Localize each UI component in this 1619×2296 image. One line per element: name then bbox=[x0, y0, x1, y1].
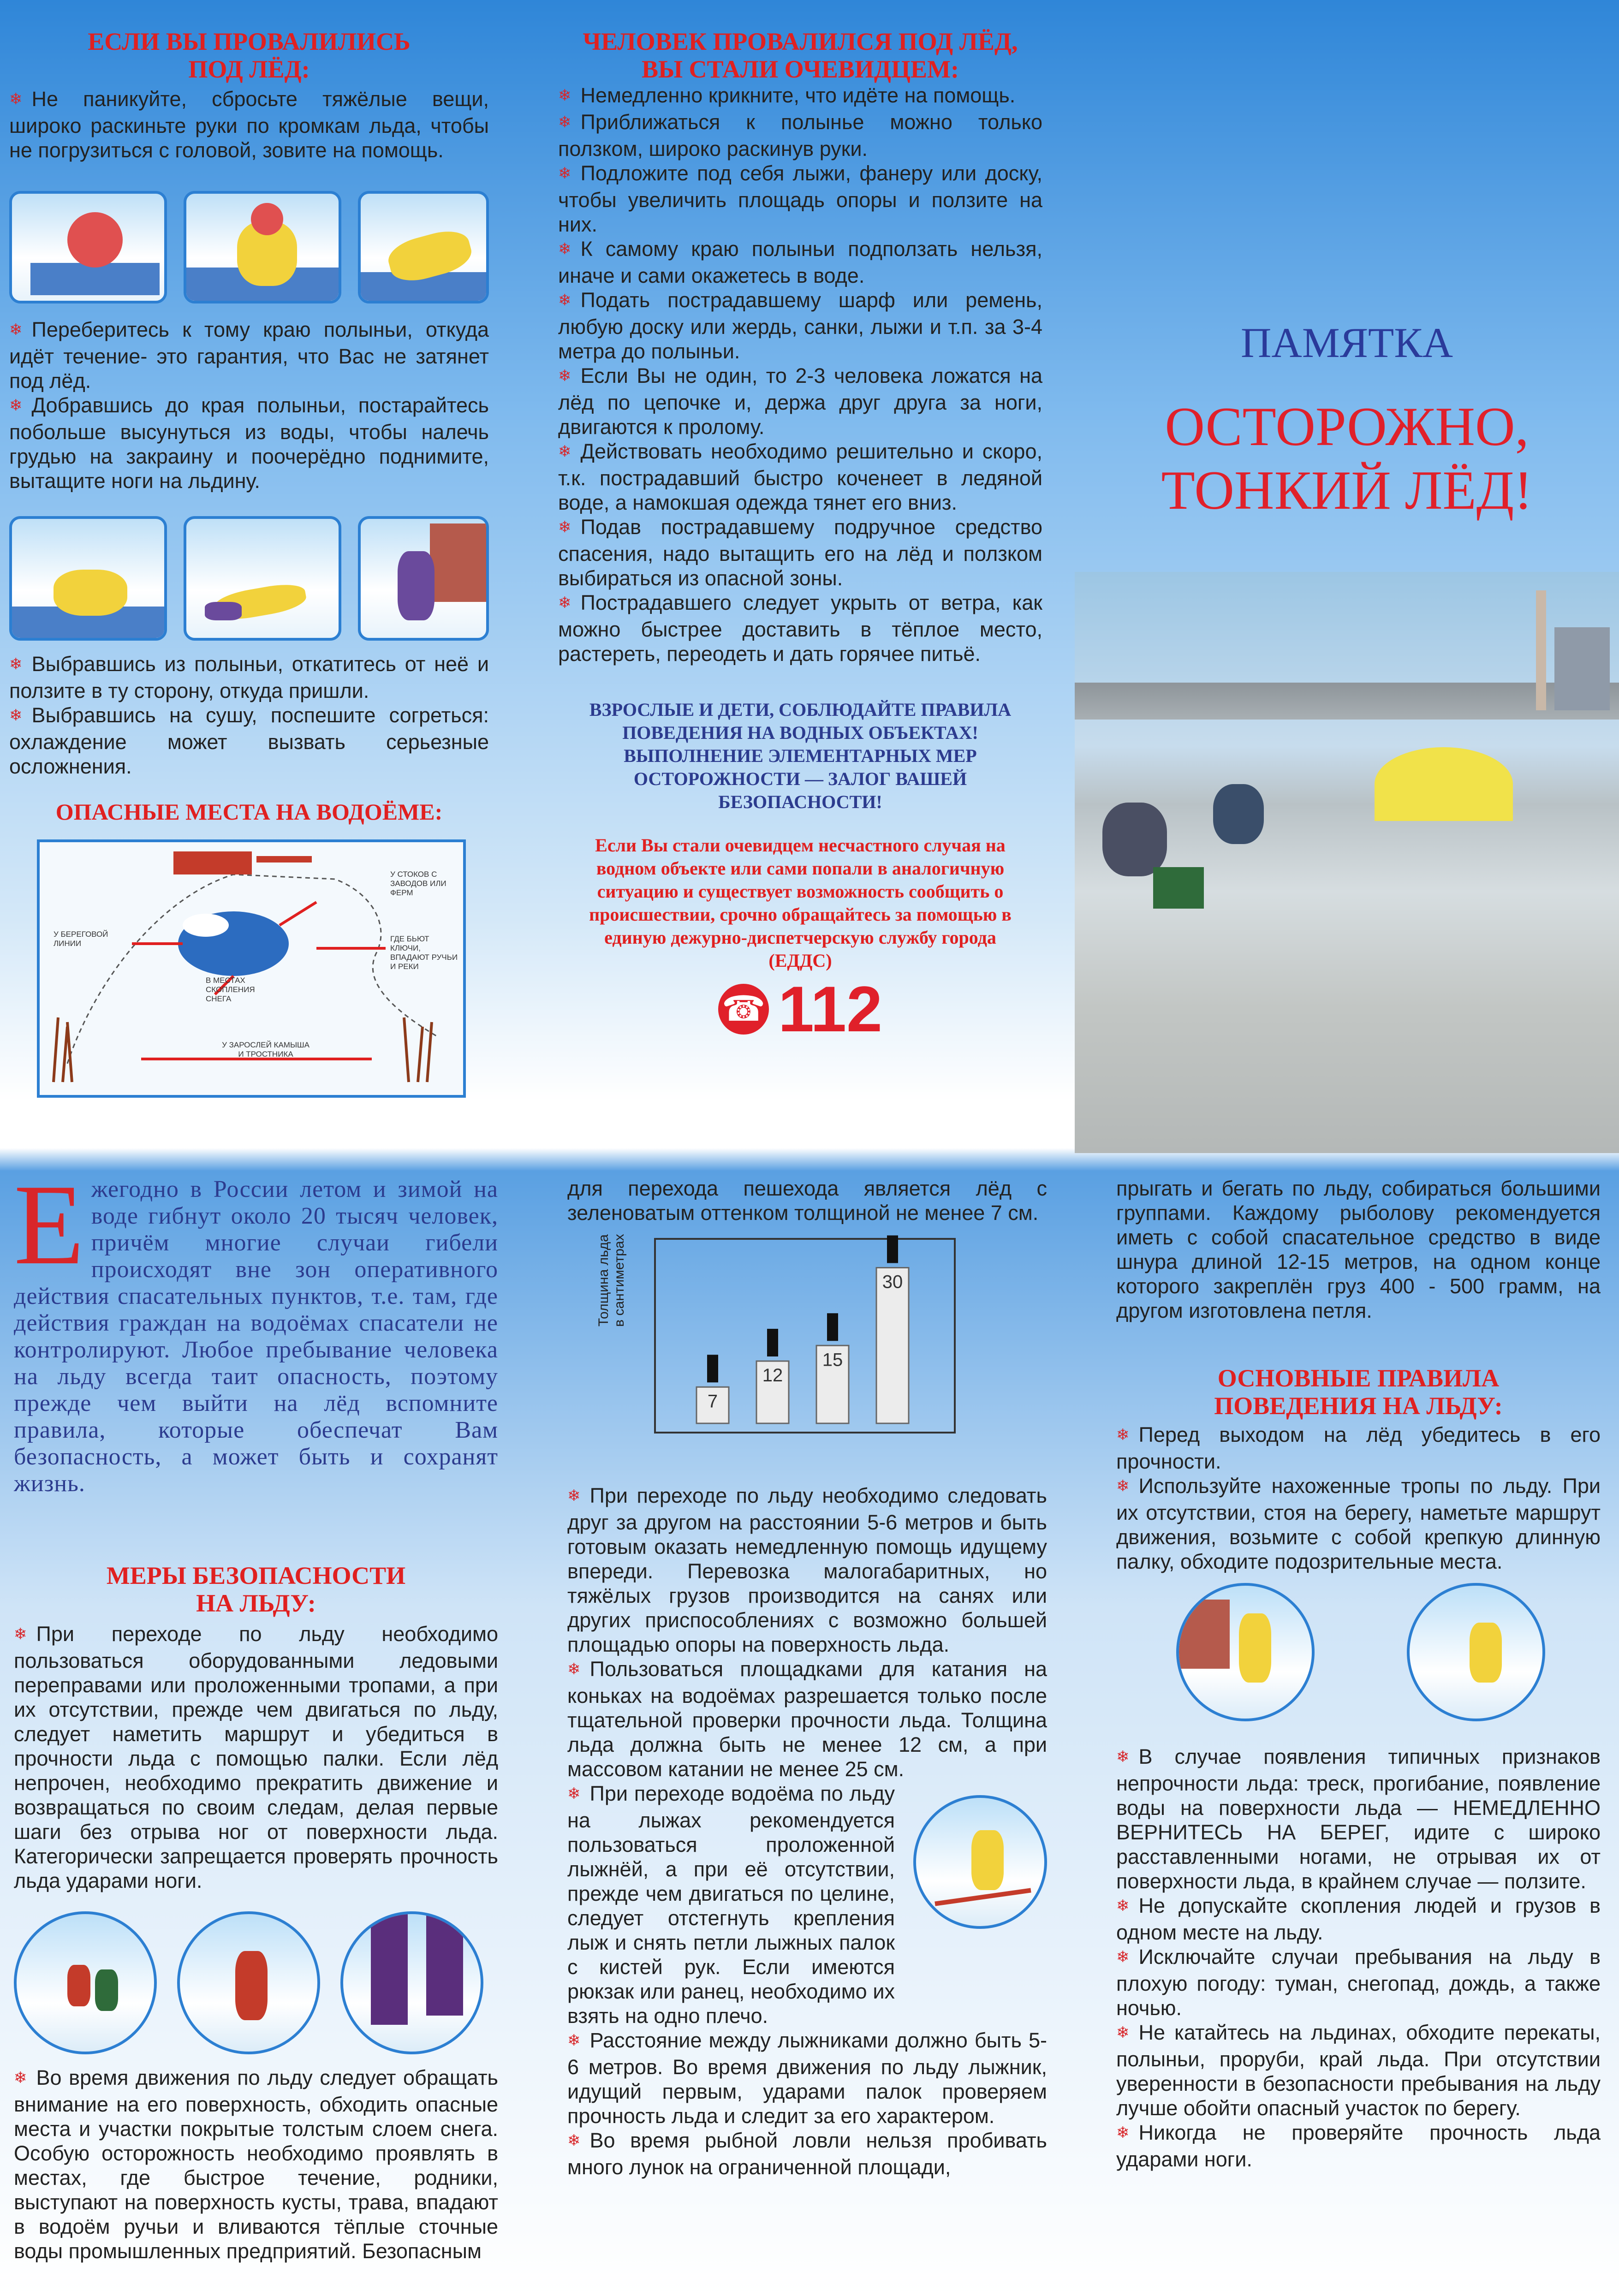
map-label-snow: В МЕСТАХ СКОПЛЕНИЯ СНЕГА bbox=[206, 976, 255, 1003]
chart-ylabel: Толщина льда в сантиметрах bbox=[596, 1234, 627, 1327]
illustration-plan-route bbox=[1407, 1583, 1545, 1721]
illustration-spread-arms bbox=[184, 191, 341, 303]
panel-intro-and-safety bbox=[14, 1161, 498, 2263]
cover-title-small: ПАМЯТКА bbox=[1240, 319, 1453, 366]
rules-heading: ОСНОВНЫЕ ПРАВИЛА ПОВЕДЕНИЯ НА ЛЬДУ: bbox=[1214, 1364, 1503, 1420]
illustration-row-4 bbox=[1176, 1583, 1601, 1721]
panel-rules bbox=[1116, 1176, 1601, 2171]
witness-item-6: ❄ Если Вы не один, то 2-3 человека ложатся на лёд по цепочке и, держа друг друга за ноги, двигаются к пролому. bbox=[558, 363, 1042, 439]
emergency-phone bbox=[558, 973, 1042, 1045]
panel-witness bbox=[558, 28, 1042, 1045]
map-label-reeds: У ЗАРОСЛЕЙ КАМЫША И ТРОСТНИКА bbox=[222, 1041, 310, 1059]
appeal-red: Если Вы стали очевидцем несчастного случая на водном объекте или сами попали в аналогичную ситуацию и существует возможность сообщить о происшествии, срочно обращайтесь за помощью в единую дежурно-диспетчерскую службу города (ЕДДС) bbox=[589, 835, 1012, 971]
thickness-tip-2: ❄ Пользоваться площадками для катания на коньках на водоёмах разрешается только после тщательной проверки прочности льда. Толщина льда должна быть не менее 12 см, а при массовом катании не менее 25 см. bbox=[567, 1657, 1047, 1781]
illustration-panic bbox=[9, 191, 167, 303]
fell-through-heading: ЕСЛИ ВЫ ПРОВАЛИЛИСЬ ПОД ЛЁД: bbox=[88, 28, 411, 83]
fell-tip-2: ❄ Переберитесь к тому краю полыньи, откуда идёт течение- это гарантия, что Вас не затянет под лёд. bbox=[9, 317, 489, 393]
cover-title-big: ОСТОРОЖНО, ТОНКИЙ ЛЁД! bbox=[1161, 396, 1533, 521]
witness-heading: ЧЕЛОВЕК ПРОВАЛИЛСЯ ПОД ЛЁД, ВЫ СТАЛИ ОЧЕВИДЦЕМ: bbox=[583, 28, 1018, 83]
rule-b-5: ❄ Никогда не проверяйте прочность льда ударами ноги. bbox=[1116, 2120, 1601, 2171]
illustration-no-kicking bbox=[340, 1911, 483, 2054]
bar-icon-3 bbox=[827, 1313, 838, 1341]
bar-icon-1 bbox=[707, 1355, 718, 1382]
cover-panel bbox=[1075, 0, 1619, 572]
phone-icon: ☎ bbox=[718, 984, 769, 1035]
bar-label-4: 30 bbox=[882, 1272, 903, 1292]
danger-places-map bbox=[37, 839, 466, 1098]
witness-item-8: ❄ Подав пострадавшему подручное средство спасения, надо вытащить его на лёд и ползком выбираться из опасной зоны. bbox=[558, 515, 1042, 590]
fell-tip-5: ❄ Выбравшись на сушу, поспешите согреться: охлаждение может вызвать серьезные осложнения. bbox=[9, 703, 489, 779]
rule-b-3: ❄ Исключайте случаи пребывания на льду в плохую погоду: туман, снегопад, дождь, а также ночью. bbox=[1116, 1945, 1601, 2020]
illustration-test-stick bbox=[177, 1911, 320, 2054]
fell-tip-1: ❄ Не паникуйте, сбросьте тяжёлые вещи, широко раскиньте руки по кромкам льда, чтобы не погрузиться с головой, зовите на помощь. bbox=[9, 87, 489, 162]
illustration-climb-ledge bbox=[9, 516, 167, 641]
chart-svg bbox=[650, 1234, 959, 1437]
cover-photo-ice-fishing bbox=[1075, 572, 1619, 1153]
rule-b-1: ❄ В случае появления типичных признаков непрочности льда: треск, прогибание, появление воды на поверхности льда — НЕМЕДЛЕННО ВЕРНИТЕСЬ НА БЕРЕГ, идите с широко расставленными ногами, не отрывая их от поверхности льда, в крайнем случае — ползите. bbox=[1116, 1744, 1601, 1893]
illustration-stick-shore bbox=[1176, 1583, 1315, 1721]
witness-item-4: ❄ К самому краю полыньи подползать нельзя, иначе и сами окажетесь в воде. bbox=[558, 237, 1042, 288]
fell-tip-4: ❄ Выбравшись из полыньи, откатитесь от неё и ползите в ту сторону, откуда пришли. bbox=[9, 652, 489, 703]
map-label-stocks: У СТОКОВ С ЗАВОДОВ ИЛИ ФЕРМ bbox=[390, 870, 446, 897]
thickness-tip-4: ❄ Расстояние между лыжниками должно быть 5-6 метров. Во время движения по льду лыжник, идущий первым, ударами палок проверяем прочность льда и следит за его характером. bbox=[567, 2028, 1047, 2128]
intro-paragraph bbox=[14, 1161, 498, 1497]
illustration-skier bbox=[913, 1795, 1047, 1929]
rules-intro: прыгать и бегать по льду, собираться большими группами. Каждому рыболову рекомендуется иметь с собой спасательное средство в виде шнура длиной 12-15 метров, на одном конце которого закреплён груз 400 - 500 грамм, на другом изготовлена петля. bbox=[1116, 1177, 1601, 1322]
illustration-row-1 bbox=[9, 191, 489, 303]
bar-icon-4 bbox=[887, 1236, 898, 1263]
witness-item-2: ❄ Приближаться к полынье можно только ползком, широко раскинув руки. bbox=[558, 110, 1042, 161]
panel-fell-through-ice bbox=[9, 28, 489, 1098]
rule-b-2: ❄ Не допускайте скопления людей и грузов в одном месте на льду. bbox=[1116, 1893, 1601, 1945]
fell-tip-3: ❄ Добравшись до края полыньи, постарайтесь побольше высунуться из воды, чтобы налечь грудью на закраину и поочерёдно поднимите, вытащите ноги на льдину. bbox=[9, 393, 489, 493]
appeal-blue: ВЗРОСЛЫЕ И ДЕТИ, СОБЛЮДАЙТЕ ПРАВИЛА ПОВЕДЕНИЯ НА ВОДНЫХ ОБЪЕКТАХ! ВЫПОЛНЕНИЕ ЭЛЕМЕНТАРНЫХ МЕР ОСТОРОЖНОСТИ — ЗАЛОГ ВАШЕЙ БЕЗОПАСНОСТИ! bbox=[589, 699, 1012, 812]
safety-heading: МЕРЫ БЕЗОПАСНОСТИ НА ЛЬДУ: bbox=[106, 1562, 406, 1617]
danger-places-heading: ОПАСНЫЕ МЕСТА НА ВОДОЁМЕ: bbox=[55, 799, 443, 825]
illustration-row-3 bbox=[14, 1911, 498, 2054]
map-label-shore: У БЕРЕГОВОЙ ЛИНИИ bbox=[54, 930, 108, 948]
rule-b-4: ❄ Не катайтесь на льдинах, обходите перекаты, полыньи, проруби, край льда. При отсутствии уверенности в безопасности пребывания на льду лучше обойти опасный участок по берегу. bbox=[1116, 2020, 1601, 2120]
illustration-go-home bbox=[358, 516, 489, 641]
thickness-intro: для перехода пешехода является лёд с зеленоватым оттенком толщиной не менее 7 см. bbox=[567, 1177, 1047, 1225]
bar-label-1: 7 bbox=[707, 1391, 718, 1412]
thickness-tip-5: ❄ Во время рыбной ловли нельзя пробивать много лунок на ограниченной площади, bbox=[567, 2128, 1047, 2179]
bar-icon-2 bbox=[767, 1329, 778, 1356]
intro-text: жегодно в России летом и зимой на воде гибнут около 20 тысяч человек, причём многие случаи гибели происходят вне зон оперативного действия спасательных пунктов, т.е. там, где действия граждан на водоёмах спасатели не контролируют. Любое пребывание человека на льду всегда таит опасность, поэтому прежде чем выйти на лёд вспомните правила, которые обеспечат Вам безопасность, а может быть и сохранят жизнь. bbox=[14, 1176, 498, 1497]
dropcap-letter: Е bbox=[14, 1161, 85, 1289]
panel-ice-thickness bbox=[567, 1176, 1047, 2179]
ice-thickness-chart bbox=[596, 1234, 959, 1437]
map-label-springs: ГДЕ БЬЮТ КЛЮЧИ, ВПАДАЮТ РУЧЬИ И РЕКИ bbox=[390, 934, 458, 971]
rule-a-1: ❄ Перед выходом на лёд убедитесь в его прочности. bbox=[1116, 1422, 1601, 1474]
witness-item-7: ❄ Действовать необходимо решительно и скоро, т.к. пострадавший быстро коченеет в ледяной воде, а намокшая одежда тянет его вниз. bbox=[558, 439, 1042, 515]
rule-a-2: ❄ Используйте нахоженные тропы по льду. При их отсутствии, стоя на берегу, наметьте маршрут движения, возьмите с собой крепкую длинную палку, обходите подозрительные места. bbox=[1116, 1474, 1601, 1574]
thickness-tip-1: ❄ При переходе по льду необходимо следовать друг за другом на расстоянии 5-6 метров и быть готовым оказать немедленную помощь идущему впереди. Перевозка малогабаритных, но тяжёлых грузов производится на санях или других приспособлениях с возможно большей площадью опоры на поверхность льда. bbox=[567, 1483, 1047, 1657]
witness-item-5: ❄ Подать пострадавшему шарф или ремень, любую доску или жердь, санки, лыжи и т.п. за 3-4 метра до полыньи. bbox=[558, 288, 1042, 363]
witness-item-9: ❄ Пострадавшего следует укрыть от ветра, как можно быстрее доставить в тёплое место, растереть, переодеть и дать горячее питьё. bbox=[558, 590, 1042, 666]
phone-number: 112 bbox=[778, 973, 882, 1045]
bar-label-2: 12 bbox=[762, 1365, 783, 1386]
witness-item-3: ❄ Подложите под себя лыжи, фанеру или доску, чтобы увеличить площадь опоры и ползите на них. bbox=[558, 161, 1042, 237]
illustration-crawl-out bbox=[358, 191, 489, 303]
thickness-tip-3: ❄ При переходе водоёма по льду на лыжах рекомендуется пользоваться проложенной лыжнёй, а при её отсутствии, прежде чем двигаться по целине, следует отстегнуть крепления лыж и снять петли лыжных палок с кистей рук. Если имеются рюкзак или ранец, необходимо их взять на одно плечо. bbox=[567, 1781, 895, 2028]
witness-item-1: ❄ Немедленно крикните, что идёте на помощь. bbox=[558, 83, 1042, 110]
illustration-roll-away bbox=[184, 516, 341, 641]
illustration-row-2 bbox=[9, 516, 489, 641]
safety-tip-1: ❄ При переходе по льду необходимо пользоваться оборудованными ледовыми переправами или проложенными тропами, а при их отсутствии, прежде чем двигаться по льду, следует наметить маршрут и убедиться в прочности льда с помощью палки. Если лёд непрочен, необходимо прекратить движение и возвращаться по своим следам, делая первые шаги без отрыва ног от поверхности льда. Категорически запрещается проверять прочность льда ударами ноги. bbox=[14, 1622, 498, 1893]
illustration-walk-path bbox=[14, 1911, 157, 2054]
bar-label-3: 15 bbox=[822, 1350, 843, 1370]
safety-tip-2: ❄ Во время движения по льду следует обращать внимание на его поверхность, обходить опасные места и участки покрытые толстым слоем снега. Особую осторожность необходимо проявлять в местах, где быстрое течение, родники, выступают на поверхность кусты, трава, впадают в водоём ручьи и вливаются тёплые сточные воды промышленных предприятий. Безопасным bbox=[14, 2065, 498, 2263]
